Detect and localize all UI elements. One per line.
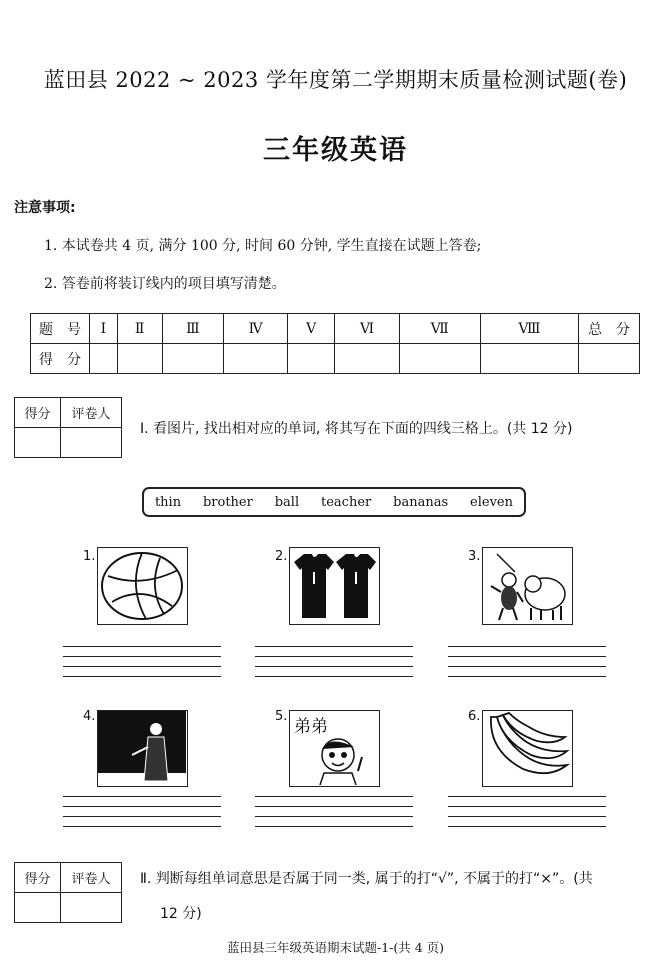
score-table-cell: Ⅷ [480, 314, 578, 344]
score-input-cell[interactable] [480, 344, 578, 374]
grader-score-label: 得分 [15, 863, 61, 893]
score-input-cell[interactable] [224, 344, 288, 374]
answer-lines[interactable] [63, 796, 221, 836]
word-bank-item: teacher [321, 494, 372, 510]
word-bank-item: bananas [393, 494, 449, 510]
answer-lines[interactable] [63, 646, 221, 686]
score-table-cell: Ⅶ [399, 314, 480, 344]
section-2-title: Ⅱ. 判断每组单词意思是否属于同一类, 属于的打“√”, 不属于的打“×”。(共 [140, 871, 593, 887]
page-footer: 蓝田县三年级英语期末试题-1-(共 4 页) [226, 940, 445, 955]
teacher-icon [97, 710, 188, 787]
exam-title: 蓝田县 2022 ~ 2023 学年度第二学期期末质量检测试题(卷) [43, 68, 628, 92]
note-item: 2. 答卷前将装订线内的项目填写清楚。 [44, 276, 286, 292]
ball-icon [97, 547, 188, 625]
score-table-score-row [31, 344, 640, 374]
picture-number: 1. [83, 549, 96, 564]
grader-box [14, 862, 122, 923]
grader-name-cell[interactable] [61, 893, 122, 923]
score-table-cell: Ⅰ [90, 314, 118, 344]
score-table-cell: Ⅱ [117, 314, 162, 344]
word-bank-item: thin [154, 494, 182, 510]
boy-icon [289, 710, 380, 787]
answer-lines[interactable] [448, 796, 606, 836]
exam-subtitle: 三年级英语 [263, 135, 408, 166]
answer-lines[interactable] [255, 646, 413, 686]
score-input-cell[interactable] [579, 344, 640, 374]
number-eleven-shirts-icon [289, 547, 380, 625]
score-table [30, 313, 640, 374]
note-item: 1. 本试卷共 4 页, 满分 100 分, 时间 60 分钟, 学生直接在试题上答卷; [44, 238, 482, 254]
score-table-cell: 得 分 [31, 344, 90, 374]
word-bank-item: eleven [470, 494, 513, 510]
word-bank-item: ball [274, 494, 300, 510]
picture-number: 5. [275, 709, 288, 724]
score-table-cell: 题 号 [31, 314, 90, 344]
grader-score-cell[interactable] [15, 893, 61, 923]
score-table-cell: Ⅲ [162, 314, 224, 344]
word-bank-item: brother [202, 494, 253, 510]
score-input-cell[interactable] [90, 344, 118, 374]
answer-lines[interactable] [448, 646, 606, 686]
answer-lines[interactable] [255, 796, 413, 836]
score-table-cell: Ⅵ [335, 314, 399, 344]
picture-number: 6. [468, 709, 481, 724]
grader-name-label: 评卷人 [61, 398, 122, 428]
picture-number: 2. [275, 549, 288, 564]
grader-box [14, 397, 122, 458]
picture-number: 3. [468, 549, 481, 564]
picture-number: 4. [83, 709, 96, 724]
score-input-cell[interactable] [288, 344, 335, 374]
grader-score-cell[interactable] [15, 428, 61, 458]
picture-label: 弟弟 [294, 717, 328, 737]
score-input-cell[interactable] [117, 344, 162, 374]
notes-heading: 注意事项: [14, 200, 76, 216]
word-bank [142, 487, 526, 517]
grader-score-label: 得分 [15, 398, 61, 428]
score-table-header-row [31, 314, 640, 344]
score-input-cell[interactable] [162, 344, 224, 374]
grader-name-cell[interactable] [61, 428, 122, 458]
score-input-cell[interactable] [335, 344, 399, 374]
grader-name-label: 评卷人 [61, 863, 122, 893]
bananas-icon [482, 710, 573, 787]
score-table-cell: Ⅴ [288, 314, 335, 344]
score-table-cell: Ⅳ [224, 314, 288, 344]
section-1-title: Ⅰ. 看图片, 找出相对应的单词, 将其写在下面的四线三格上。(共 12 分) [140, 421, 573, 437]
score-table-cell: 总 分 [579, 314, 640, 344]
section-2-title-continued: 12 分) [160, 906, 202, 922]
score-input-cell[interactable] [399, 344, 480, 374]
monkey-and-bear-icon [482, 547, 573, 625]
